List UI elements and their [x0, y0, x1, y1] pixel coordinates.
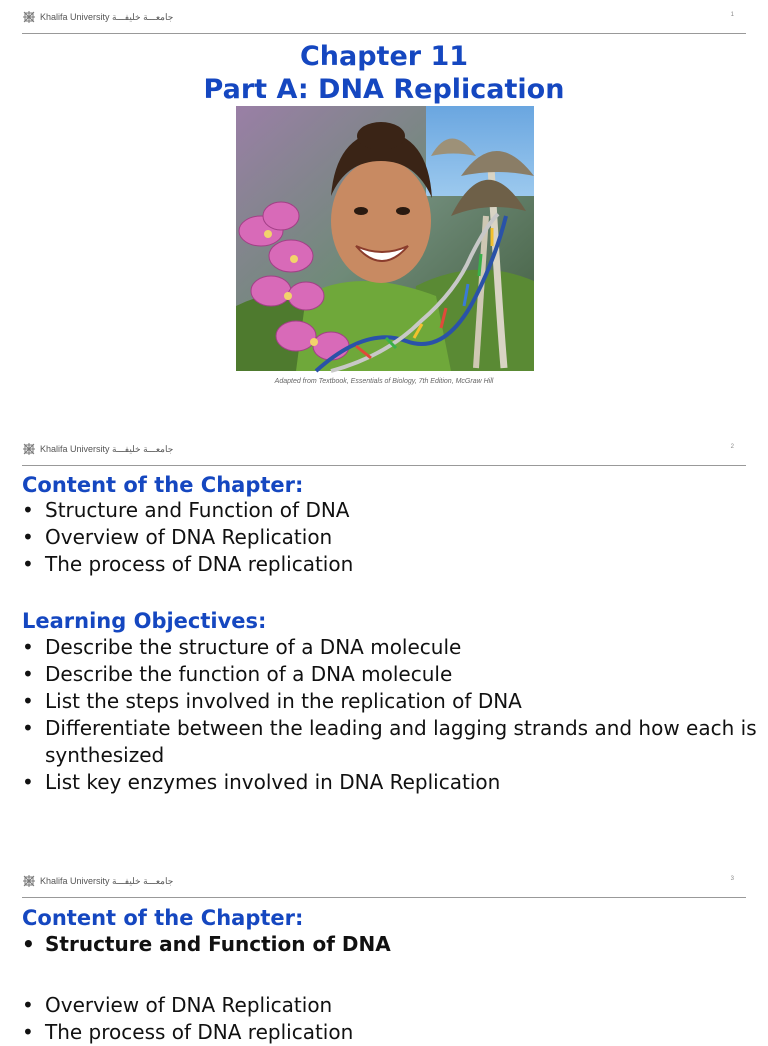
list-item-dim: • Overview of DNA Replication [22, 992, 752, 1019]
logo-text: Khalifa University جامعـــة خليفـــة [40, 11, 174, 22]
image-caption: Adapted from Textbook, Essentials of Biology, 7th Edition, McGraw Hill [274, 378, 494, 385]
page-number: 3 [730, 876, 734, 882]
university-emblem-icon [22, 442, 36, 456]
list-item: • List the steps involved in the replication of DNA [22, 688, 758, 715]
slide-2 [0, 432, 768, 864]
list-item: • List key enzymes involved in DNA Replication [22, 769, 758, 796]
list-item: • Describe the structure of a DNA molecule [22, 634, 758, 661]
content-heading: Content of the Chapter: [22, 906, 304, 930]
slide-header [22, 874, 746, 898]
university-emblem-icon [22, 874, 36, 888]
list-item-active: • Structure and Function of DNA [22, 931, 442, 958]
header-divider [22, 33, 746, 34]
list-item: • Structure and Function of DNA [22, 497, 752, 524]
university-emblem-icon [22, 10, 36, 24]
khalifa-university-logo [22, 442, 173, 456]
page-number: 1 [730, 12, 734, 18]
slide-1 [0, 0, 768, 432]
page-number: 2 [730, 444, 734, 450]
logo-text: Khalifa University جامعـــة خليفـــة [40, 875, 174, 886]
header-divider [22, 465, 746, 466]
chapter-title: Chapter 11 [299, 41, 469, 72]
active-topic-list [22, 931, 442, 958]
list-item: • Describe the function of a DNA molecule [22, 661, 758, 688]
khalifa-university-logo [22, 874, 173, 888]
chapter-subtitle: Part A: DNA Replication [203, 74, 565, 105]
list-item: • Overview of DNA Replication [22, 524, 752, 551]
objectives-list [22, 634, 758, 796]
content-list [22, 497, 752, 578]
list-item: • Differentiate between the leading and lagging strands and how each is synthesized [22, 715, 758, 769]
dim-topic-list [22, 992, 752, 1046]
logo-text: Khalifa University جامعـــة خليفـــة [40, 443, 174, 454]
objectives-heading: Learning Objectives: [22, 609, 267, 633]
header-divider [22, 897, 746, 898]
khalifa-university-logo [22, 10, 173, 24]
list-item-dim: • The process of DNA replication [22, 1019, 752, 1046]
slide-header [22, 10, 746, 34]
slide-3 [0, 864, 768, 1044]
list-item: • The process of DNA replication [22, 551, 752, 578]
content-heading: Content of the Chapter: [22, 473, 304, 497]
chapter-cover-photo [236, 106, 534, 371]
slide-header [22, 442, 746, 466]
